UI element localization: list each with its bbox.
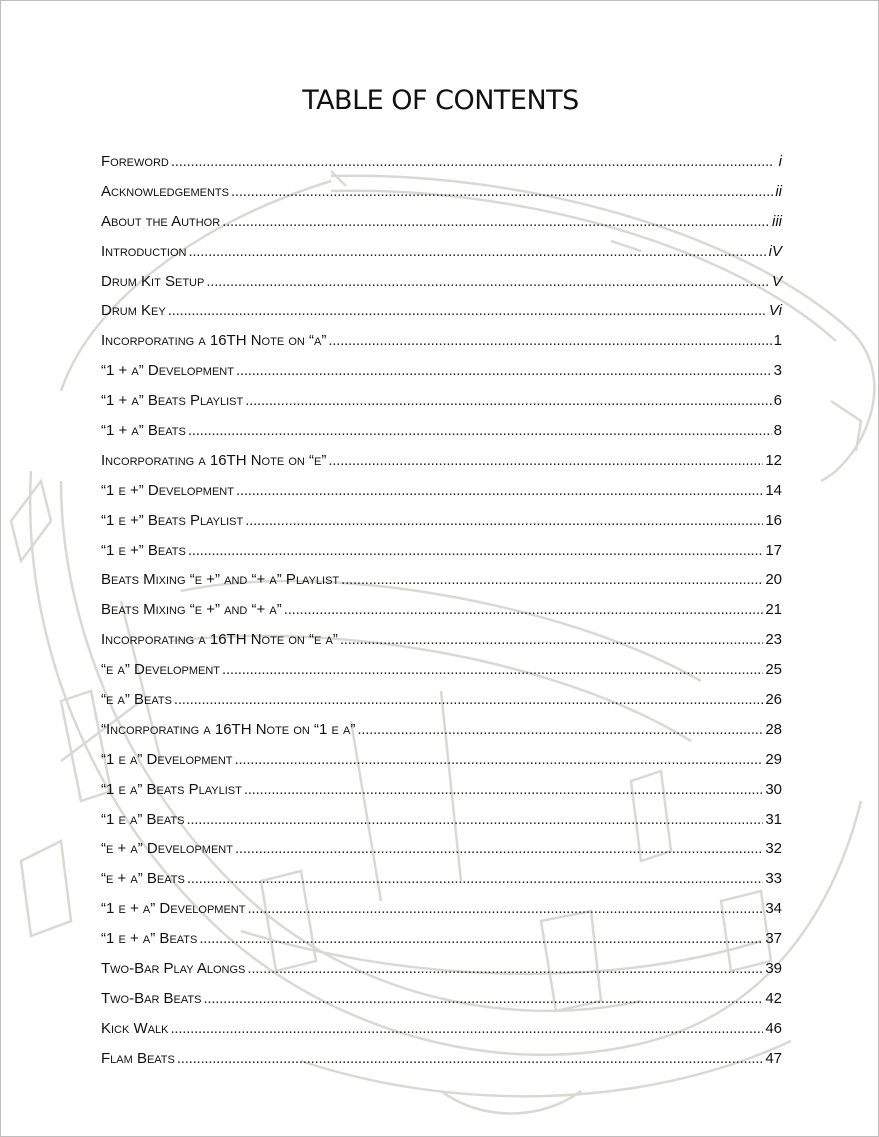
toc-entry-label: Two-Bar Play Alongs: [101, 960, 246, 978]
toc-entry-label: “e + a” Development: [101, 840, 233, 858]
dot-leader: [186, 811, 763, 828]
toc-entry-label: “e + a” Beats: [101, 870, 185, 888]
toc-entry[interactable]: [101, 482, 782, 512]
toc-entry[interactable]: [101, 392, 782, 422]
toc-entry[interactable]: [101, 362, 782, 392]
toc-entry-page-number: 33: [765, 870, 782, 888]
toc-entry-label: Drum Kit Setup: [101, 272, 205, 290]
toc-entry[interactable]: [101, 302, 782, 332]
toc-entry[interactable]: [101, 452, 782, 482]
dot-leader: [235, 751, 764, 768]
toc-entry-label: Introduction: [101, 242, 187, 260]
toc-entry-page-number: 14: [765, 481, 782, 499]
toc-entry[interactable]: [101, 960, 782, 990]
toc-entry-label: Incorporating a 16TH Note on “e a”: [101, 631, 338, 649]
toc-entry-page-number: 6: [773, 392, 782, 410]
toc-entry[interactable]: [101, 721, 782, 751]
toc-entry-label: “Incorporating a 16TH Note on “1 e a”: [101, 720, 356, 738]
toc-entry[interactable]: [101, 512, 782, 542]
dot-leader: [341, 571, 763, 588]
toc-entry-page-number: V: [771, 272, 782, 290]
toc-entry-page-number: i: [778, 153, 782, 170]
toc-entry[interactable]: [101, 930, 782, 960]
dot-leader: [199, 930, 763, 947]
dot-leader: [245, 392, 771, 409]
toc-entry-label: “1 + a” Development: [101, 362, 234, 380]
dot-leader: [171, 153, 777, 170]
toc-entry-page-number: 29: [765, 750, 782, 768]
toc-entry-label: Incorporating a 16TH Note on “a”: [101, 332, 327, 350]
toc-entry-label: About the Author: [101, 212, 221, 230]
toc-entry-label: Two-Bar Beats: [101, 989, 202, 1007]
toc-entry[interactable]: [101, 332, 782, 362]
toc-entry-page-number: 34: [765, 900, 782, 918]
toc-entry-label: Foreword: [101, 153, 169, 170]
dot-leader: [177, 1050, 763, 1067]
toc-entry-page-number: 8: [773, 422, 782, 440]
toc-entry-label: Flam Beats: [101, 1049, 175, 1067]
dot-leader: [245, 512, 763, 529]
toc-entry-page-number: 32: [765, 840, 782, 858]
page-title: TABLE OF CONTENTS: [302, 85, 579, 116]
toc-entry-label: Incorporating a 16TH Note on “e”: [101, 451, 327, 469]
toc-entry[interactable]: [101, 870, 782, 900]
toc-entry-page-number: 12: [765, 451, 782, 469]
dot-leader: [188, 422, 772, 439]
toc-entry-page-number: 3: [773, 362, 782, 380]
toc-entry[interactable]: [101, 811, 782, 841]
toc-entry[interactable]: [101, 1020, 782, 1050]
toc-entry-label: Beats Mixing “e +” and “+ a” Playlist: [101, 571, 340, 589]
dot-leader: [222, 661, 763, 678]
toc-entry-label: “e a” Development: [101, 661, 221, 679]
toc-entry-page-number: 31: [765, 810, 782, 828]
toc-entry-label: “1 e a” Development: [101, 750, 233, 768]
toc-entry-page-number: 21: [765, 601, 782, 619]
toc-entry[interactable]: [101, 273, 782, 303]
dot-leader: [328, 452, 763, 469]
toc-entry-page-number: ii: [775, 182, 782, 200]
toc-entry[interactable]: [101, 601, 782, 631]
toc-entry[interactable]: [101, 183, 782, 213]
dot-leader: [340, 631, 763, 648]
toc-entry-page-number: 1: [773, 332, 782, 350]
toc-entry-page-number: iV: [768, 242, 782, 260]
toc-entry-label: Kick Walk: [101, 1019, 169, 1037]
toc-entry[interactable]: [101, 153, 782, 183]
toc-entry[interactable]: [101, 243, 782, 273]
toc-entry[interactable]: [101, 1050, 782, 1080]
toc-entry[interactable]: [101, 691, 782, 721]
dot-leader: [174, 691, 763, 708]
dot-leader: [188, 542, 763, 559]
dot-leader: [328, 332, 771, 349]
toc-entry-page-number: 26: [765, 691, 782, 709]
toc-entry-label: “1 e +” Beats: [101, 541, 186, 559]
toc-entry[interactable]: [101, 661, 782, 691]
toc-entry-page-number: 37: [765, 930, 782, 948]
dot-leader: [222, 213, 770, 230]
toc-entry-page-number: iii: [772, 212, 782, 230]
toc-entry-page-number: Vi: [768, 302, 782, 320]
toc-entry-page-number: 46: [765, 1019, 782, 1037]
toc-entry-page-number: 20: [765, 571, 782, 589]
dot-leader: [231, 183, 773, 200]
toc-entry[interactable]: [101, 571, 782, 601]
toc-entry-label: “1 e a” Beats: [101, 810, 185, 828]
toc-entry-label: “1 e +” Development: [101, 481, 234, 499]
dot-leader: [168, 302, 767, 319]
toc-entry[interactable]: [101, 542, 782, 572]
toc-entry-label: “1 e + a” Development: [101, 900, 246, 918]
toc-entry-page-number: 30: [765, 780, 782, 798]
dot-leader: [206, 273, 770, 290]
toc-entry[interactable]: [101, 751, 782, 781]
toc-entry[interactable]: [101, 631, 782, 661]
dot-leader: [244, 781, 764, 798]
dot-leader: [236, 482, 763, 499]
toc-entry-label: “e a” Beats: [101, 691, 172, 709]
toc-entry-page-number: 39: [765, 960, 782, 978]
dot-leader: [235, 840, 763, 857]
toc-entry[interactable]: [101, 900, 782, 930]
toc-entry-label: “1 + a” Beats Playlist: [101, 392, 244, 410]
toc-entry[interactable]: [101, 990, 782, 1020]
toc-entry[interactable]: [101, 840, 782, 870]
toc-entry-label: “1 + a” Beats: [101, 422, 186, 440]
dot-leader: [203, 990, 763, 1007]
toc-entry-page-number: 17: [765, 541, 782, 559]
toc-entry-page-number: 47: [765, 1049, 782, 1067]
toc-entry-page-number: 16: [765, 511, 782, 529]
toc-entry-page-number: 28: [765, 720, 782, 738]
toc-entry-page-number: 25: [765, 661, 782, 679]
dot-leader: [247, 900, 763, 917]
dot-leader: [247, 960, 763, 977]
dot-leader: [170, 1020, 763, 1037]
table-of-contents: [101, 153, 782, 1080]
toc-entry-label: “1 e a” Beats Playlist: [101, 780, 242, 798]
toc-entry-label: Drum Key: [101, 302, 166, 320]
dot-leader: [284, 601, 764, 618]
toc-entry-page-number: 42: [765, 989, 782, 1007]
toc-entry[interactable]: [101, 422, 782, 452]
dot-leader: [188, 243, 766, 260]
toc-entry-page-number: 23: [765, 631, 782, 649]
dot-leader: [187, 870, 763, 887]
toc-entry[interactable]: [101, 213, 782, 243]
toc-entry-label: Beats Mixing “e +” and “+ a”: [101, 601, 282, 619]
toc-entry-label: “1 e +” Beats Playlist: [101, 511, 244, 529]
dot-leader: [236, 362, 772, 379]
toc-entry-label: Acknowledgements: [101, 182, 229, 200]
dot-leader: [357, 721, 763, 738]
toc-entry[interactable]: [101, 781, 782, 811]
toc-entry-label: “1 e + a” Beats: [101, 930, 198, 948]
